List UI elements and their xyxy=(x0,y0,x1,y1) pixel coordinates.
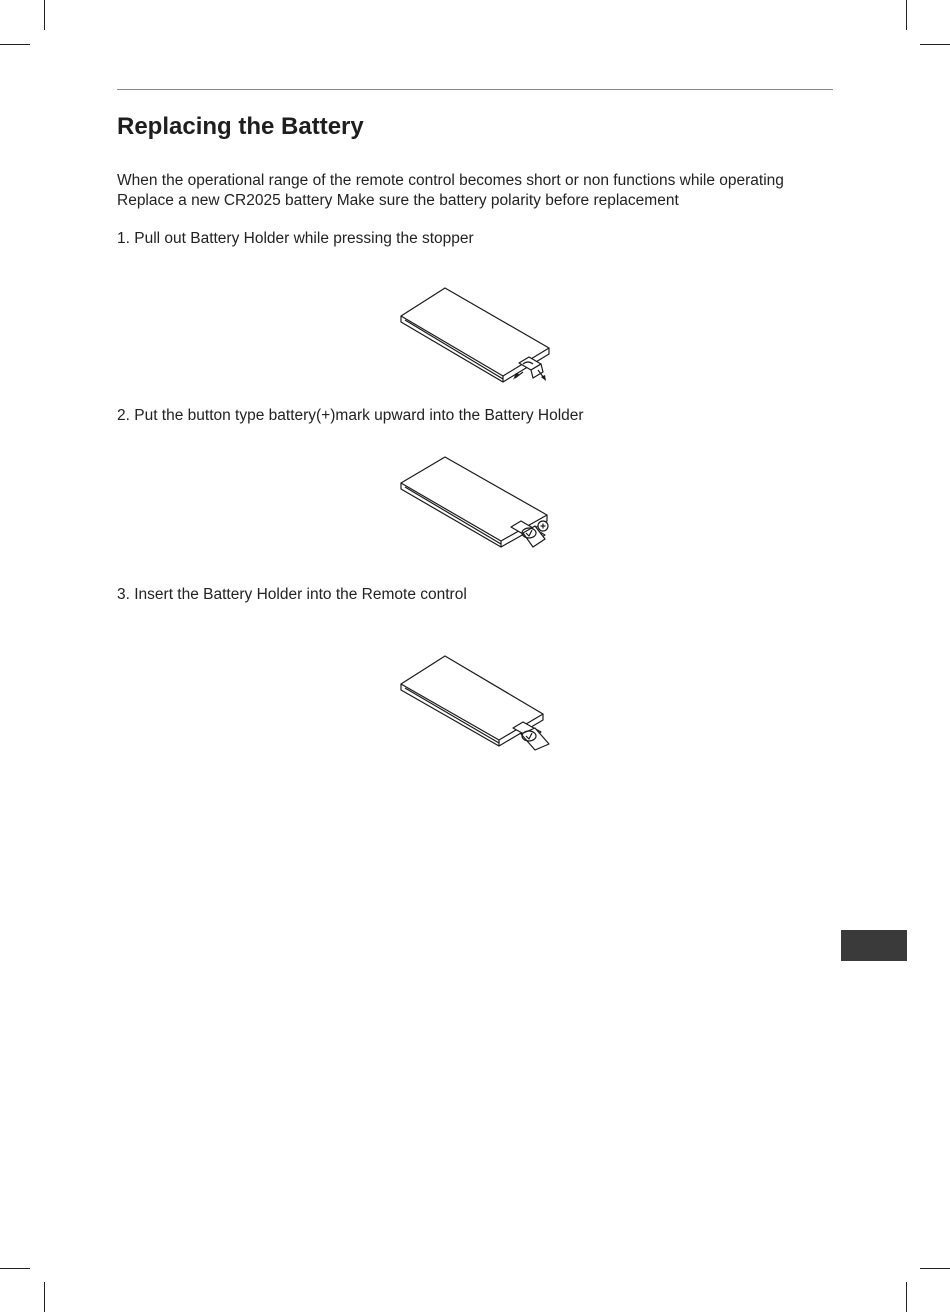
remote-insert-holder-illustration xyxy=(395,652,560,752)
crop-mark xyxy=(906,1282,907,1312)
step-2-text: 2. Put the button type battery(+)mark upward into the Battery Holder xyxy=(117,407,584,424)
crop-mark xyxy=(906,0,907,30)
page-title: Replacing the Battery xyxy=(117,113,364,140)
intro-line: When the operational range of the remote control becomes short or non functions while operating xyxy=(117,172,784,189)
crop-mark xyxy=(44,0,45,30)
section-tab-marker xyxy=(841,930,907,961)
header-rule xyxy=(117,89,833,90)
remote-pull-out-illustration xyxy=(395,284,560,384)
intro-paragraph xyxy=(117,171,857,211)
crop-mark xyxy=(920,1268,950,1269)
intro-line: Replace a new CR2025 battery Make sure the battery polarity before replacement xyxy=(117,192,679,209)
remote-insert-battery-illustration xyxy=(395,453,560,553)
step-3-text: 3. Insert the Battery Holder into the Remote control xyxy=(117,586,467,603)
crop-mark xyxy=(44,1282,45,1312)
crop-mark xyxy=(0,44,30,45)
crop-mark xyxy=(920,44,950,45)
step-1-text: 1. Pull out Battery Holder while pressing the stopper xyxy=(117,230,474,247)
crop-mark xyxy=(0,1268,30,1269)
